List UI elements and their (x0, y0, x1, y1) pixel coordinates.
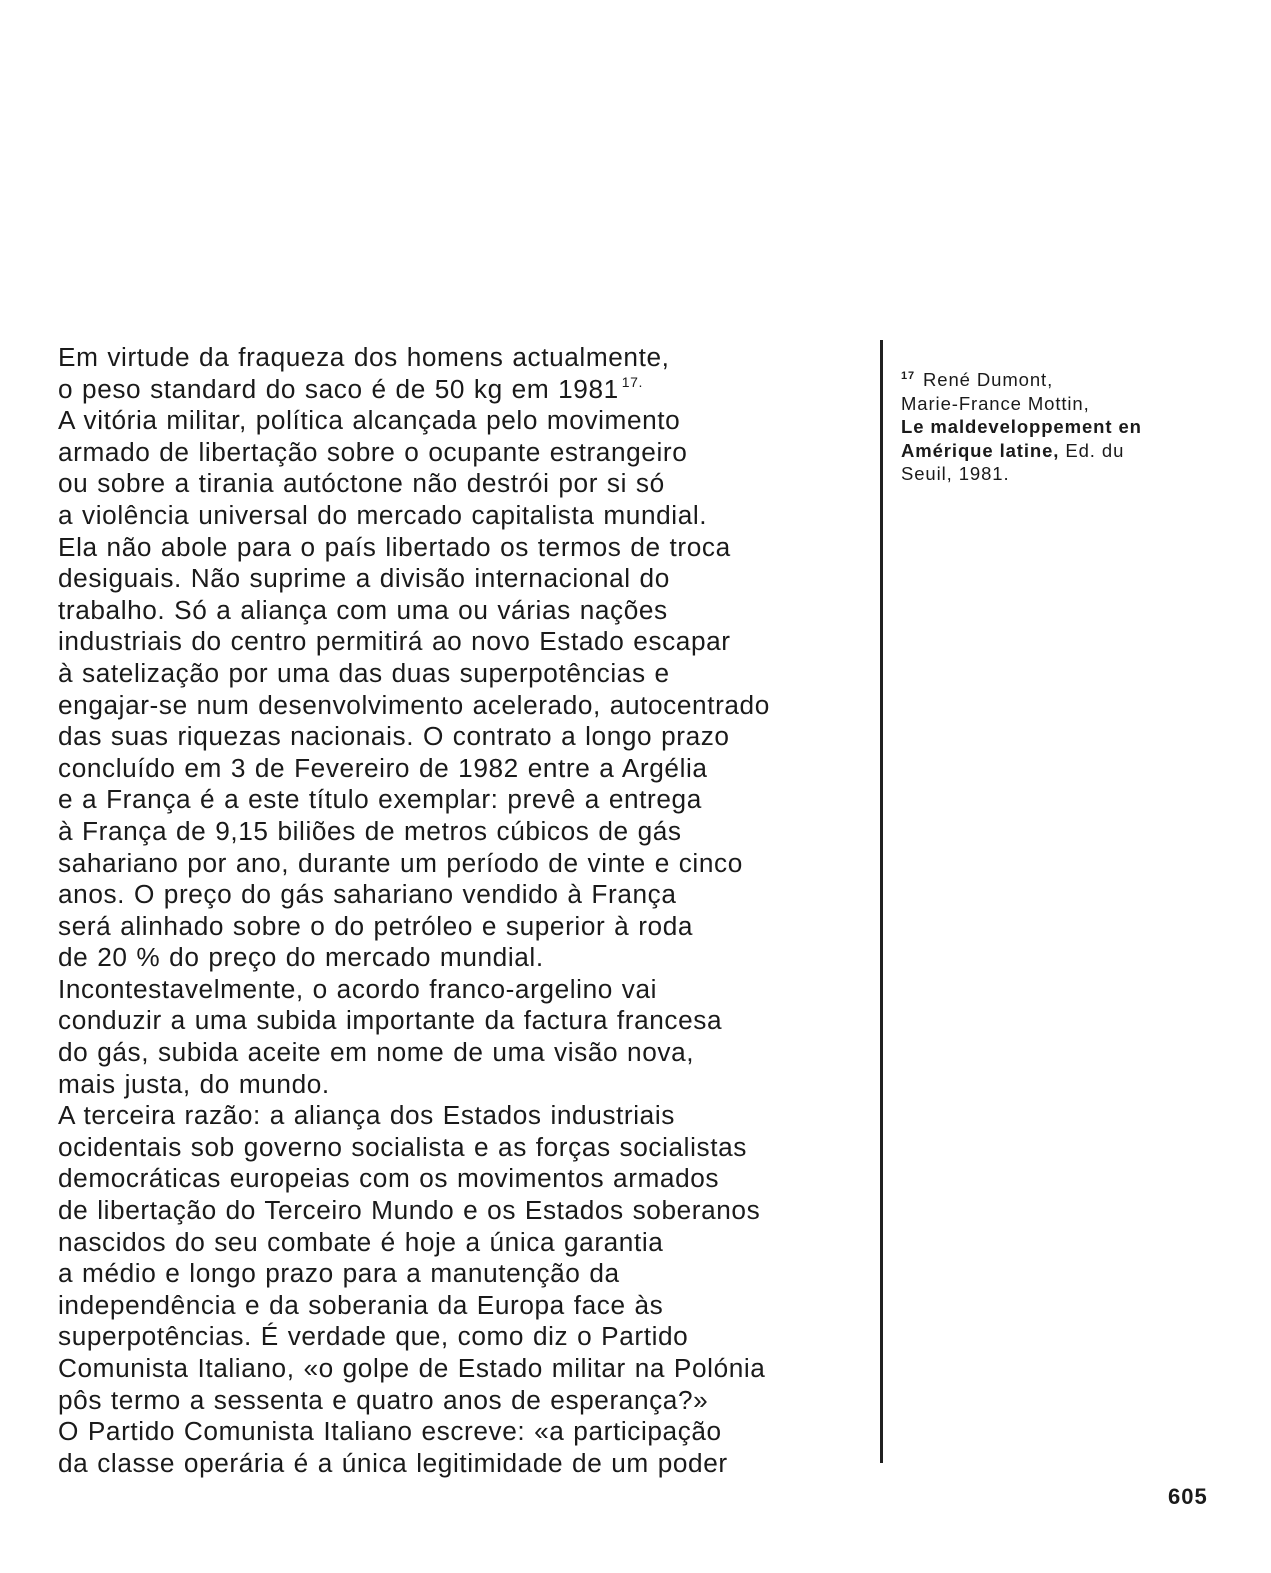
text-line: nascidos do seu combate é hoje a única garantia (58, 1226, 664, 1257)
text-line: da classe operária é a única legitimidade de um poder (58, 1447, 728, 1478)
margin-footnote (901, 368, 1201, 486)
text-line: à França de 9,15 biliões de metros cúbicos de gás (58, 815, 682, 846)
text-line: Comunista Italiano, «o golpe de Estado militar na Polónia (58, 1353, 766, 1383)
main-text-column (58, 342, 876, 1479)
text-line: será alinhado sobre o do petróleo e superior à roda (58, 910, 694, 941)
text-line: sahariano por ano, durante um período de vinte e cinco (58, 847, 743, 878)
text-line: Ela não abole para o país libertado os termos de troca (58, 531, 731, 562)
text-line: a médio e longo prazo para a manutenção da (58, 1258, 620, 1289)
text-line: Em virtude da fraqueza dos homens actualmente, (58, 342, 670, 372)
text-line: conduzir a uma subida importante da factura francesa (58, 1005, 723, 1036)
text-line: a violência universal do mercado capitalista mundial. (58, 499, 708, 530)
text-line (58, 374, 876, 406)
text-line: democráticas europeias com os movimentos armados (58, 1163, 720, 1194)
footnote-marker: 17 (901, 370, 916, 382)
text-line: concluído em 3 de Fevereiro de 1982 entre a Argélia (58, 752, 708, 783)
text-line: industriais do centro permitirá ao novo Estado escapar (58, 626, 731, 657)
text-line: de libertação do Terceiro Mundo e os Estados soberanos (58, 1195, 761, 1226)
footnote-title-continued: Amérique latine, (901, 439, 1060, 461)
text-line: de 20 % do preço do mercado mundial. (58, 942, 544, 973)
text-line: pôs termo a sessenta e quatro anos de esperança?» (58, 1384, 709, 1415)
text-line: independência e da soberania da Europa face às (58, 1289, 664, 1320)
text-line: A vitória militar, política alcançada pelo movimento (58, 405, 681, 436)
footnote-title-line-2 (901, 439, 1201, 463)
footnote-author-line (901, 368, 1201, 392)
footnote-publisher: Seuil, 1981. (901, 463, 1010, 485)
text-line: engajar-se num desenvolvimento acelerado, autocentrado (58, 689, 770, 720)
page-number: 605 (1168, 1484, 1208, 1509)
text-line: Incontestavelmente, o acordo franco-argelino vai (58, 973, 658, 1004)
text-line: mais justa, do mundo. (58, 1068, 330, 1099)
text-line: anos. O preço do gás sahariano vendido à França (58, 879, 677, 910)
text-line: ocidentais sob governo socialista e as forças socialistas (58, 1131, 747, 1162)
text-line: O Partido Comunista Italiano escreve: «a participação (58, 1416, 722, 1447)
footnote-coauthor: Marie-France Mottin, (901, 392, 1090, 414)
text-line: A terceira razão: a aliança dos Estados industriais (58, 1100, 675, 1131)
text-line: do gás, subida aceite em nome de uma visão nova, (58, 1037, 695, 1068)
text-line: e a França é a este título exemplar: prevê a entrega (58, 784, 702, 815)
text-line: trabalho. Só a aliança com uma ou várias nações (58, 594, 668, 625)
text-line: superpotências. É verdade que, como diz o Partido (58, 1321, 689, 1352)
footnote-edition: Ed. du (1059, 439, 1125, 461)
footnote-title-line-1: Le maldeveloppement en (901, 416, 1142, 438)
text-line: armado de libertação sobre o ocupante estrangeiro (58, 436, 688, 467)
text-line: à satelização por uma das duas superpotências e (58, 657, 670, 688)
text-line: ou sobre a tirania autóctone não destrói por si só (58, 468, 665, 499)
text-line-content: o peso standard do saco é de 50 kg em 1981 (58, 373, 619, 404)
footnote-author: René Dumont, (923, 369, 1054, 390)
footnote-reference[interactable]: 17. (621, 373, 644, 390)
text-line: desiguais. Não suprime a divisão internacional do (58, 563, 670, 594)
text-line: das suas riquezas nacionais. O contrato a longo prazo (58, 721, 730, 752)
margin-divider-rule (880, 340, 883, 1463)
